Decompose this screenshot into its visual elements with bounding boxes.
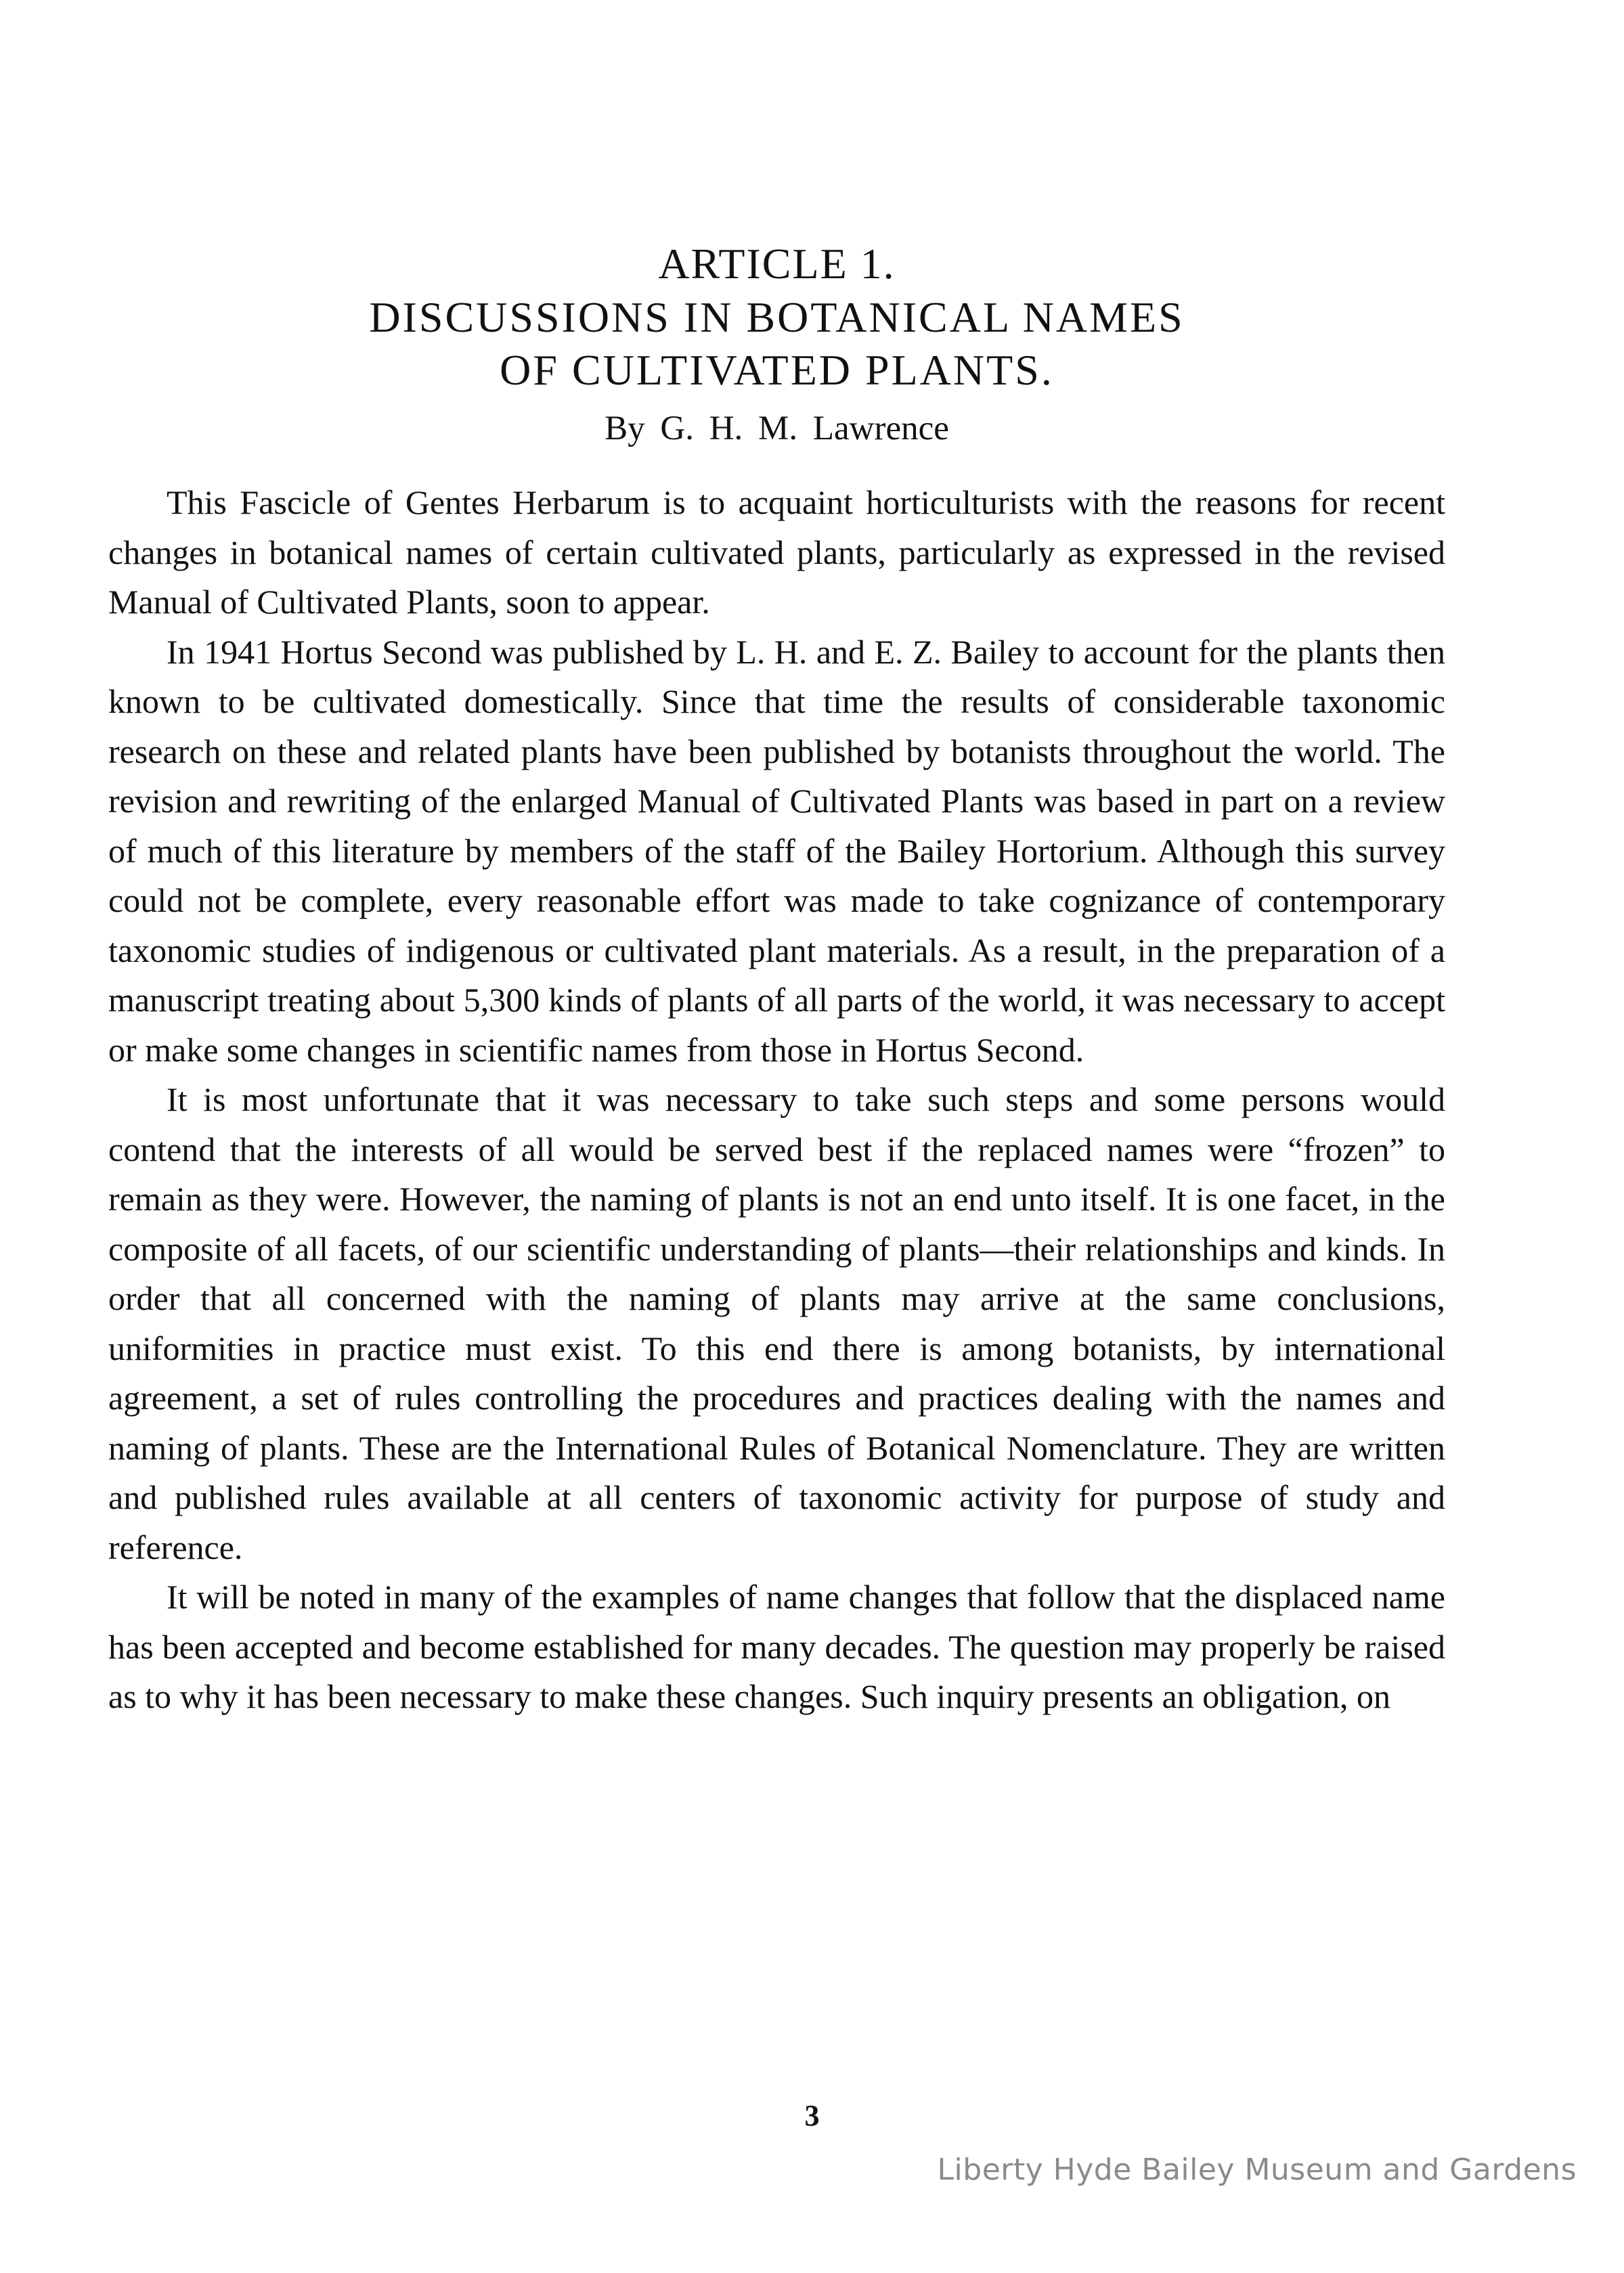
article-title-line-2: OF CULTIVATED PLANTS. bbox=[500, 346, 1054, 394]
title-block bbox=[108, 237, 1445, 452]
article-title-line-1: DISCUSSIONS IN BOTANICAL NAMES bbox=[369, 293, 1185, 341]
body-paragraph-3: It is most unfortunate that it was necessary to take such steps and some persons would contend that the interests of all would be served best if the replaced names were “frozen” to remain as they were. However, the naming of plants is not an end unto itself. It is one facet, in the composite of all facets, of our scientific understanding of plants—their relationships and kinds. In order that all concerned with the naming of plants may arrive at the same conclusions, uniformities in practice must exist. To this end there is among botanists, by international agreement, a set of rules controlling the procedures and practices dealing with the names and naming of plants. These are the International Rules of Botanical Nomenclature. They are written and published rules available at all centers of taxonomic activity for purpose of study and reference. bbox=[108, 1080, 1445, 1566]
page-number: 3 bbox=[804, 2099, 820, 2132]
article-body bbox=[108, 478, 1445, 1722]
article-page bbox=[108, 237, 1445, 1722]
body-paragraph-4: It will be noted in many of the examples of name changes that follow that the displaced name has been accepted and become established for many decades. The question may properly be raised as to why it has been necessary to make these changes. Such inquiry presents an obligation, on bbox=[108, 1578, 1445, 1715]
body-paragraph-2: In 1941 Hortus Second was published by L. H. and E. Z. Bailey to account for the plants then known to be cultivated domestically. Since that time the results of considerable taxonomic research on these and related plants have been published by botanists throughout the world. The revision and rewriting of the enlarged Manual of Cultivated Plants was based in part on a review of much of this literature by members of the staff of the Bailey Hortorium. Although this survey could not be complete, every reasonable effort was made to take cognizance of contemporary taxonomic studies of indigenous or cultivated plant materials. As a result, in the preparation of a manuscript treating about 5,300 kinds of plants of all parts of the world, it was necessary to accept or make some changes in scientific names from those in Hortus Second. bbox=[108, 632, 1445, 1069]
author-byline: By G. H. M. Lawrence bbox=[605, 410, 949, 447]
watermark: Liberty Hyde Bailey Museum and Gardens bbox=[937, 2153, 1577, 2187]
article-number: ARTICLE 1. bbox=[658, 240, 896, 288]
body-paragraph-1: This Fascicle of Gentes Herbarum is to acquaint horticulturists with the reasons for recent changes in botanical names of certain cultivated plants, particularly as expressed in the revised Manual of Cultivated Plants, soon to appear. bbox=[108, 483, 1445, 621]
